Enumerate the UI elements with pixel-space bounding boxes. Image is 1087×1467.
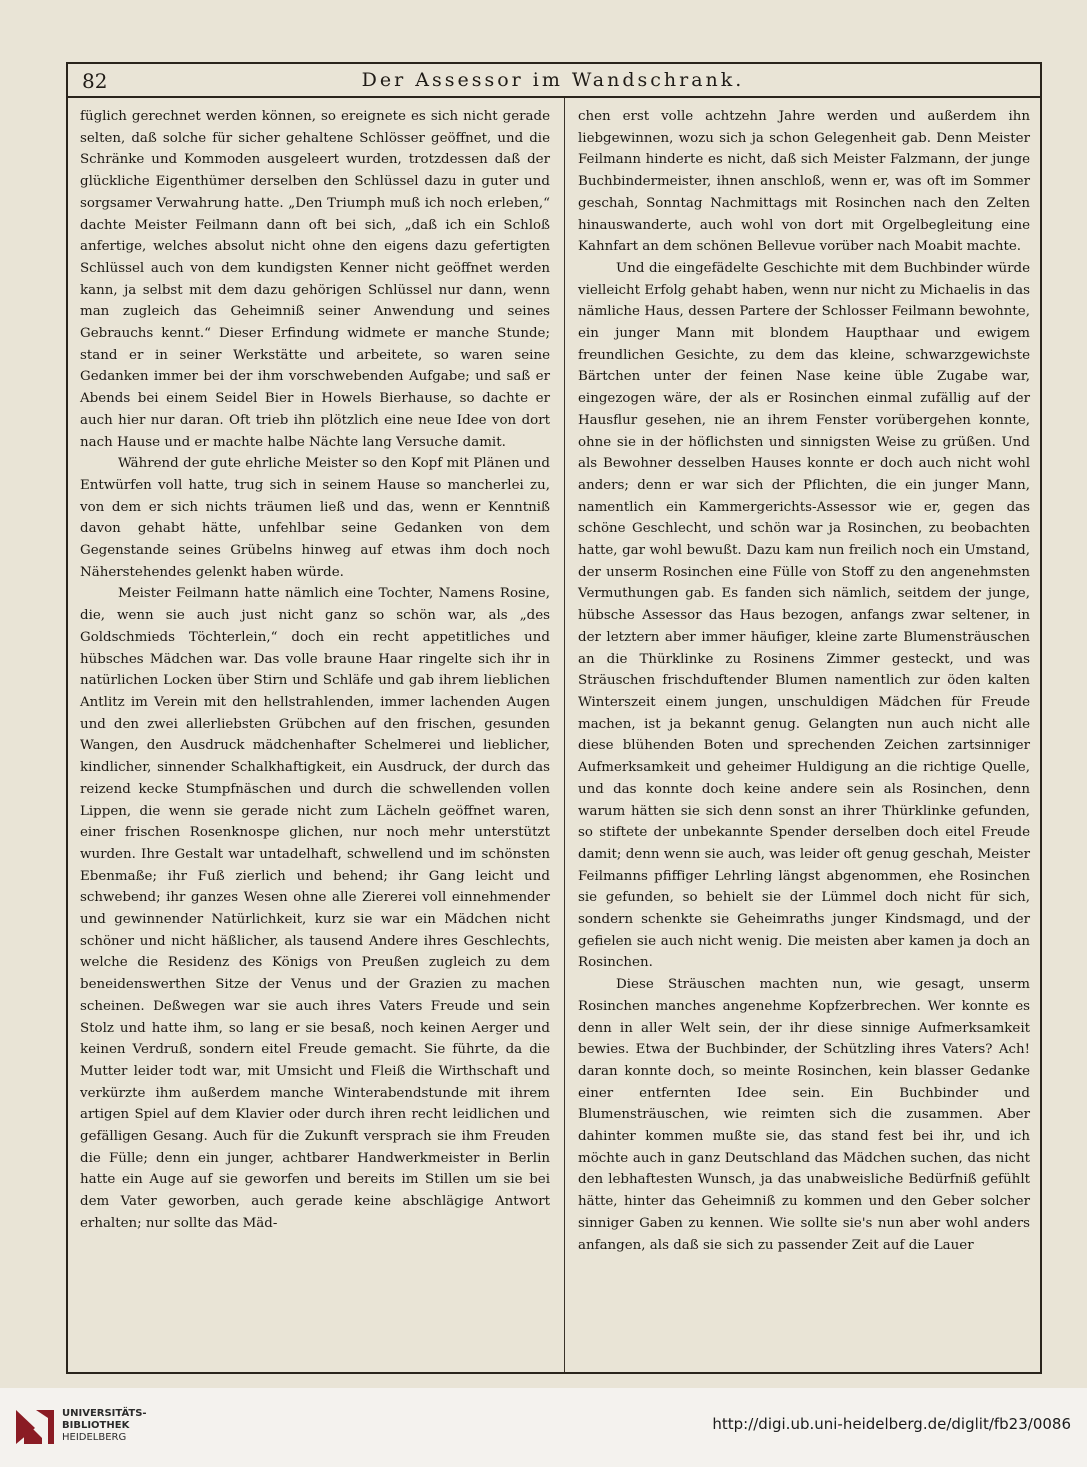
- university-logo-icon: [12, 1404, 58, 1450]
- frame-right-rule: [1040, 62, 1042, 1374]
- library-name-line: BIBLIOTHEK: [62, 1420, 130, 1431]
- paragraph: Und die eingefädelte Geschichte mit dem Buchbinder würde vielleicht Erfolg gehabt haben, wenn nur nicht zu Michaelis in das nämliche Haus, dessen Partere der Schlosser Feilmann bewohnte, ein junger Mann mit blondem Haupthaar und ewigem freundlichen Gesichte, zu dem das kleine, schwarzgewichste Bärtchen unter der feinen Nase keine üble Zugabe war, eingezogen wäre, der als er Rosinchen einmal zufällig auf der Hausflur gesehen, nie an ihrem Fenster vorübergehen konnte, ohne sie in der höflichsten und sinnigsten Weise zu grüßen. Und als Bewohner desselben Hauses konnte er doch auch nicht wohl anders; denn er war sich der Pflichten, die ein junger Mann, namentlich ein Kammergerichts-Assessor wie er, gegen das schöne Geschlecht, und schön war ja Rosinchen, zu beobachten hatte, gar wohl bewußt. Dazu kam nun freilich noch ein Umstand, der unserm Rosinchen eine Fülle von Stoff zu den angenehmsten Vermuthungen gab. Es fanden sich nämlich, seitdem der junge, hübsche Assessor das Haus bezogen, anfangs zwar seltener, in der letztern aber immer häufiger, kleine zarte Blumensträuschen an die Thürklinke zu Rosinens Zimmer gesteckt, und was Sträuschen frischduftender Blumen namentlich zur öden kalten Winterszeit einem jungen, unschuldigen Mädchen für Freude machen, ist ja bekannt genug. Gelangten nun auch nicht alle diese blühenden Boten und sprechenden Zeichen zartsinniger Aufmerksamkeit und geheimer Huldigung an die richtige Quelle, und das konnte doch keine andere sein als Rosinchen, denn warum hätten sie sich denn sonst an ihrer Thürklinke gefunden, so stiftete der unbekannte Spender derselben doch eitel Freude damit; denn wenn sie auch, was leider oft genug geschah, Meister Feilmanns pfiffiger Lehrling längst abgenommen, ehe Rosinchen sie gefunden, so behielt sie der Lümmel doch nicht für sich, sondern schenkte sie Geheimraths junger Kindsmagd, und der gefielen sie auch nicht wenig. Die meisten aber kamen ja doch an Rosinchen.: [578, 260, 1030, 971]
- paragraph: Diese Sträuschen machten nun, wie gesagt, unserm Rosinchen manches angenehme Kopfzerbrechen. Wer konnte es denn in aller Welt sein, der ihr diese sinnige Aufmerksamkeit bewies. Etwa der Buchbinder, der Schützling ihres Vaters? Ach! daran konnte doch, so meinte Rosinchen, kein blasser Gedanke einer entfernten Idee sein. Ein Buchbinder und Blumensträuschen, wie reimten sich die zusammen. Aber dahinter kommen mußte sie, das stand fest bei ihr, und ich möchte auch in ganz Deutschland das Mädchen suchen, das nicht den lebhaftesten Wunsch, ja das unabweisliche Bedürfniß gefühlt hätte, hinter das Geheimniß zu kommen und den Geber solcher sinniger Gaben zu kennen. Wie sollte sie's nun aber wohl anders anfangen, als daß sie sich zu passender Zeit auf die Lauer: [578, 977, 1030, 1253]
- header-top-rule: [66, 62, 1042, 64]
- frame-left-rule: [66, 62, 68, 1374]
- running-header: [66, 66, 1040, 96]
- paragraph: füglich gerechnet werden können, so ereignete es sich nicht gerade selten, daß solche für sicher gehaltene Schlösser geöffnet, und die Schränke und Kommoden ausgeleert wurden, trotzdessen daß der glückliche Eigenthümer derselben den Schlüssel dazu in guter und sorgsamer Verwahrung hatte. „Den Triumph muß ich noch erleben,“ dachte Meister Feilmann dann oft bei sich, „daß ich ein Schloß anfertige, welches absolut nicht ohne den eigens dazu gefertigten Schlüssel auch von dem kundigsten Kenner nicht geöffnet werden kann, ja selbst mit dem dazu gehörigen Schlüssel nur dann, wenn man zugleich das Geheimniß seiner Anwendung und seines Gebrauchs kennt.“ Dieser Erfindung widmete er manche Stunde; stand er in seiner Werkstätte und arbeitete, so waren seine Gedanken immer bei der ihm vorschwebenden Aufgabe; und saß er Abends bei einem Seidel Bier in Howels Bierhause, so dachte er auch hier nur daran. Oft trieb ihn plötzlich eine neue Idee von dort nach Hause und er machte halbe Nächte lang Versuche damit.: [80, 109, 550, 450]
- library-name-line: UNIVERSITÄTS-: [62, 1408, 147, 1419]
- header-bottom-rule: [66, 96, 1040, 98]
- right-column: [578, 106, 1030, 1368]
- page-number: 82: [82, 69, 108, 93]
- frame-bottom-rule: [66, 1372, 1042, 1374]
- digitization-footer: [0, 1388, 1087, 1467]
- paragraph: chen erst volle achtzehn Jahre werden und außerdem ihn liebgewinnen, wozu sich ja schon Gelegenheit gab. Denn Meister Feilmann hinderte es nicht, daß sich Meister Falzmann, der junge Buchbindermeister, ihnen anschloß, wenn er, was oft im Sommer geschah, Sonntag Nachmittags mit Rosinchen nach den Zelten hinauswanderte, auch wohl von dort mit Orgelbegleitung eine Kahnfart an dem schönen Bellevue vorüber nach Moabit machte.: [578, 109, 1030, 255]
- paragraph: Während der gute ehrliche Meister so den Kopf mit Plänen und Entwürfen voll hatte, trug sich in seinem Hause so mancherlei zu, von dem er sich nichts träumen ließ und das, wenn er Kenntniß davon gehabt hätte, unfehlbar seine Gedanken von dem Gegenstande seines Grübelns hinweg auf etwas ihm doch noch Näherstehendes gelenkt haben würde.: [80, 456, 550, 580]
- source-url-link[interactable]: http://digi.ub.uni-heidelberg.de/diglit/fb23/0086: [712, 1415, 1071, 1433]
- paragraph: Meister Feilmann hatte nämlich eine Tochter, Namens Rosine, die, wenn sie auch just nicht ganz so schön war, als „des Goldschmieds Töchterlein,“ doch ein recht appetitliches und hübsches Mädchen war. Das volle braune Haar ringelte sich ihr in natürlichen Locken über Stirn und Schläfe und gab ihrem lieblichen Antlitz im Verein mit den hellstrahlenden, immer lachenden Augen und den zwei allerliebsten Grübchen auf den frischen, gesunden Wangen, den Ausdruck mädchenhafter Schelmerei und lieblicher, kindlicher, sinnender Schalkhaftigkeit, ein Ausdruck, der durch das reizend kecke Stumpfnäschen und durch die schwellenden vollen Lippen, die wenn sie gerade nicht zum Lächeln geöffnet waren, einer frischen Rosenknospe glichen, nur noch mehr unterstützt wurden. Ihre Gestalt war untadelhaft, schwellend und im schönsten Ebenmaße; ihr Fuß zierlich und behend; ihr Gang leicht und schwebend; ihr ganzes Wesen ohne alle Ziererei voll einnehmender und gewinnender Natürlichkeit, kurz sie war ein Mädchen nicht schöner und nicht häßlicher, als tausend Andere ihres Geschlechts, welche die Residenz des Königs von Preußen zugleich zu dem beneidenswerthen Sitze der Venus und der Grazien zu machen scheinen. Deßwegen war sie auch ihres Vaters Freude und sein Stolz und hatte ihm, so lang er sie besaß, noch keinen Aerger und keinen Verdruß, sondern eitel Freude gemacht. Sie führte, da die Mutter leider todt war, mit Umsicht und Fleiß die Wirthschaft und verkürzte ihm außerdem manche Winterabendstunde mit ihrem artigen Spiel auf dem Klavier oder durch ihren recht leidlichen und gefälligen Gesang. Auch für die Zukunft versprach sie ihm Freuden die Fülle; denn ein junger, achtbarer Handwerkmeister in Berlin hatte ein Auge auf sie geworfen und bereits im Stillen um sie bei dem Vater geworben, auch gerade keine abschlägige Antwort erhalten; nur sollte das Mäd-: [80, 586, 550, 1231]
- library-name: [62, 1408, 147, 1444]
- left-column: [80, 106, 550, 1368]
- running-title: Der Assessor im Wandschrank.: [361, 69, 745, 91]
- library-name-line: HEIDELBERG: [62, 1432, 127, 1443]
- column-divider: [564, 98, 565, 1372]
